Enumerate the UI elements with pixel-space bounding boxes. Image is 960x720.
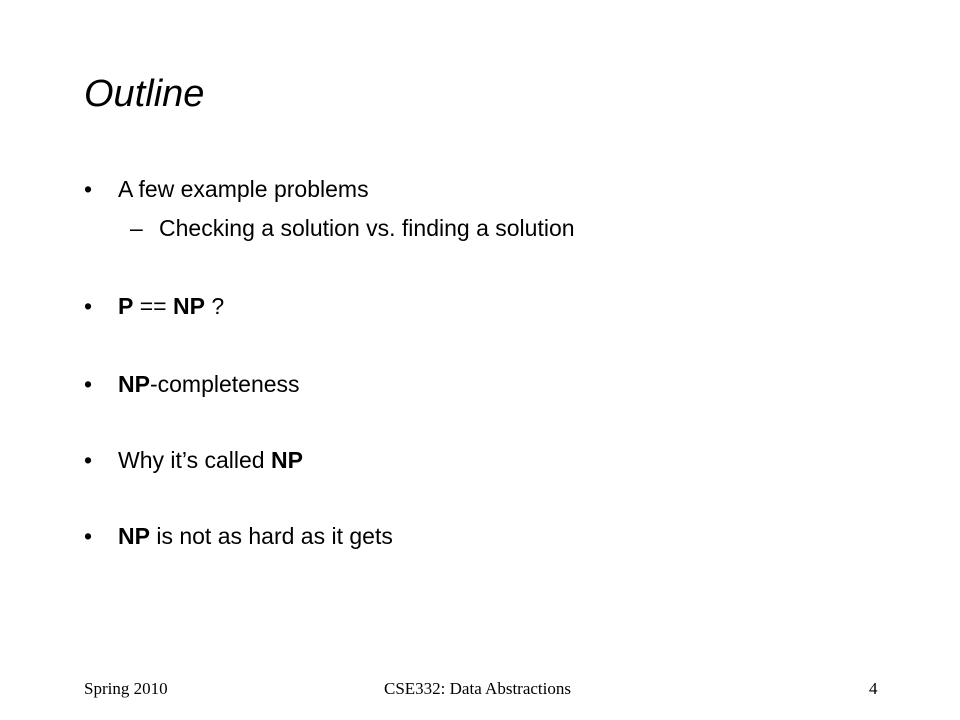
bullet-text bbox=[118, 369, 300, 399]
question-mark: ? bbox=[204, 293, 225, 319]
bullet-dot: • bbox=[84, 371, 93, 397]
footer-course: CSE332: Data Abstractions bbox=[384, 679, 571, 698]
bullet-dot: • bbox=[84, 523, 93, 549]
np-term: NP bbox=[270, 447, 303, 473]
completeness-text: -completeness bbox=[149, 371, 300, 397]
p-term: P bbox=[118, 293, 134, 319]
bullet-dot: • bbox=[84, 447, 93, 473]
why-text: Why it’s called bbox=[118, 447, 271, 473]
footer-term: Spring 2010 bbox=[84, 679, 168, 698]
sub-bullet-text: Checking a solution vs. finding a solution bbox=[159, 215, 575, 241]
np-term: NP bbox=[118, 523, 150, 549]
np-term: NP bbox=[118, 371, 150, 397]
bullet-text bbox=[118, 291, 224, 321]
bullet-dot: • bbox=[84, 176, 93, 202]
sub-bullet-dash: – bbox=[130, 215, 143, 241]
page-number: 4 bbox=[869, 679, 878, 698]
np-term: NP bbox=[173, 293, 205, 319]
bullet-text: A few example problems bbox=[118, 176, 369, 202]
hardness-text: is not as hard as it gets bbox=[149, 523, 393, 549]
bullet-dot: • bbox=[84, 293, 93, 319]
slide-title: Outline bbox=[84, 73, 205, 115]
equals-operator: == bbox=[133, 293, 173, 319]
bullet-text bbox=[118, 445, 303, 475]
bullet-text bbox=[118, 521, 393, 551]
